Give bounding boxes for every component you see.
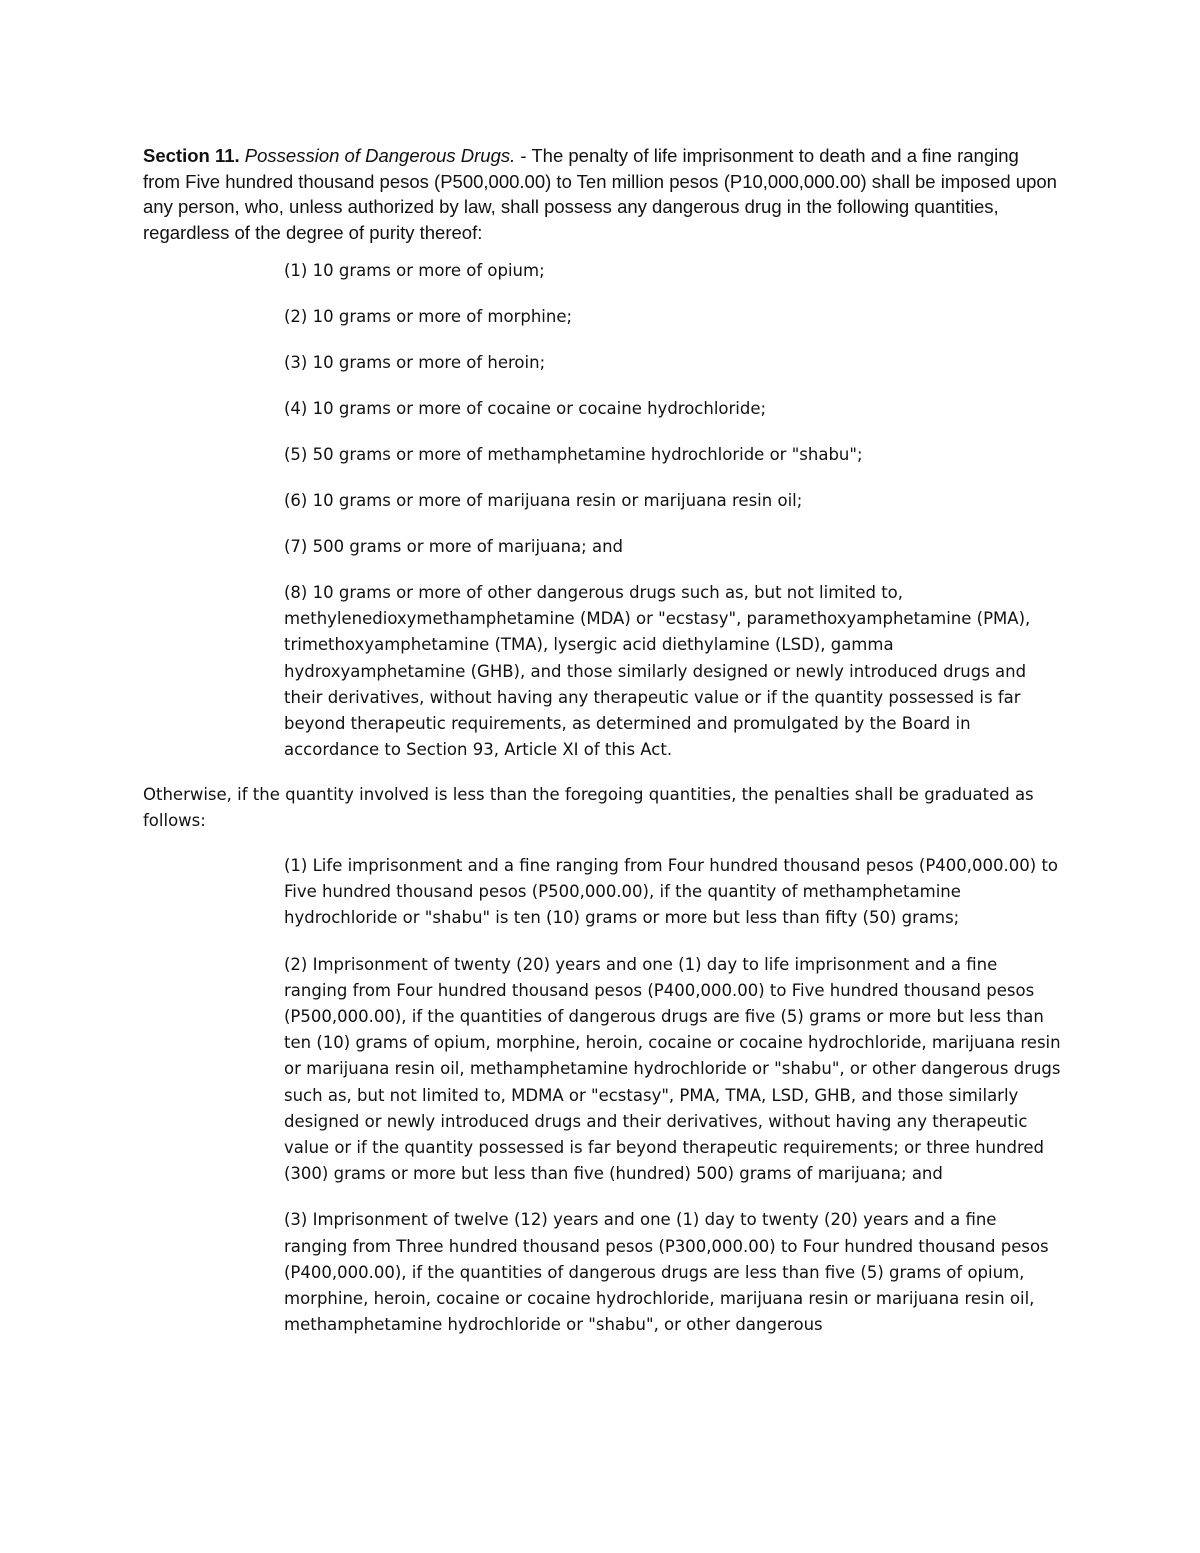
list-item: (1) Life imprisonment and a fine ranging from Four hundred thousand pesos (P400,000.00) to Five hundred thousand pesos (P500,000.00), if the quantity of methamphetamine hydrochloride or "shabu" is ten (10) grams or more but less than fifty (50) grams; bbox=[284, 856, 1059, 928]
section-intro bbox=[143, 143, 1058, 245]
section-title: Possession of Dangerous Drugs. bbox=[244, 145, 516, 166]
list-item: (2) Imprisonment of twenty (20) years and one (1) day to life imprisonment and a fine ranging from Four hundred thousand pesos (P400,000.00) to Five hundred thousand pesos (P500,000.00), if the quantities of dangerous drugs are five (5) grams or more but less than ten (10) grams of opium, morphine, heroin, cocaine or cocaine hydrochloride, marijuana resin or marijuana resin oil, methamphetamine hydrochloride or "shabu", or other dangerous drugs such as, but not limited to, MDMA or "ecstasy", PMA, TMA, LSD, GHB, and those similarly designed or newly introduced drugs and their derivatives, without having any therapeutic value or if the quantity possessed is far beyond therapeutic requirements; or three hundred (300) grams or more but less than five (hundred) 500) grams of marijuana; and bbox=[284, 954, 1061, 1184]
list-item: (5) 50 grams or more of methamphetamine hydrochloride or "shabu"; bbox=[284, 445, 863, 464]
list-item: (3) 10 grams or more of heroin; bbox=[284, 353, 546, 372]
list-item: (7) 500 grams or more of marijuana; and bbox=[284, 537, 624, 556]
list-item: (3) Imprisonment of twelve (12) years and one (1) day to twenty (20) years and a fine ranging from Three hundred thousand pesos (P300,000.00) to Four hundred thousand pesos (P400,000.00), if the quantities of dangerous drugs are less than five (5) grams of opium, morphine, heroin, cocaine or cocaine hydrochloride, marijuana resin or marijuana resin oil, methamphetamine hydrochloride or "shabu", or other dangerous bbox=[284, 1210, 1049, 1335]
otherwise-paragraph: Otherwise, if the quantity involved is less than the foregoing quantities, the penalties shall be graduated as follows: bbox=[143, 785, 1034, 830]
list-item: (1) 10 grams or more of opium; bbox=[284, 261, 545, 280]
list-item: (2) 10 grams or more of morphine; bbox=[284, 307, 573, 326]
penalty-list bbox=[284, 853, 1064, 1358]
list-item: (8) 10 grams or more of other dangerous drugs such as, but not limited to, methylenedioxymethamphetamine (MDA) or "ecstasy", paramethoxyamphetamine (PMA), trimethoxyamphetamine (TMA), lysergic acid diethylamine (LSD), gamma hydroxyamphetamine (GHB), and those similarly designed or newly introduced drugs and their derivatives, without having any therapeutic value or if the quantity possessed is far beyond therapeutic requirements, as determined and promulgated by the Board in accordance to Section 93, Article XI of this Act. bbox=[284, 583, 1031, 760]
section-body: - The penalty of life imprisonment to death and a fine ranging from Five hundred thousand pesos (P500,000.00) to Ten million pesos (P10,000,000.00) shall be imposed upon any person, who, unless authorized by law, shall possess any dangerous drug in the following quantities, regardless of the degree of purity thereof: bbox=[143, 145, 1057, 243]
list-item: (6) 10 grams or more of marijuana resin or marijuana resin oil; bbox=[284, 491, 803, 510]
quantity-list bbox=[284, 258, 1074, 783]
section-number: Section 11. bbox=[143, 145, 240, 166]
list-item: (4) 10 grams or more of cocaine or cocaine hydrochloride; bbox=[284, 399, 767, 418]
